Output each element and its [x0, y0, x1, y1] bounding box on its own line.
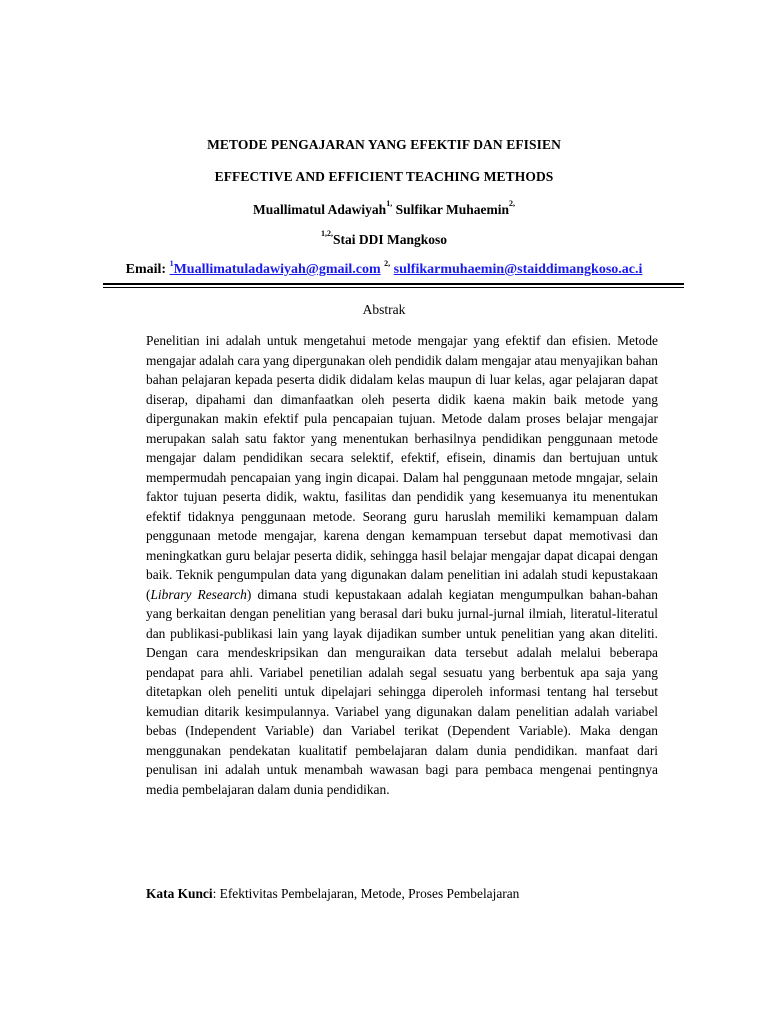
- affiliation: [0, 229, 768, 248]
- email-address-2: sulfikarmuhaemin@staiddimangkoso.ac.i: [393, 262, 643, 277]
- divider-thick: [103, 283, 684, 285]
- abstract-body: [146, 331, 658, 799]
- keywords-text: : Efektivitas Pembelajaran, Metode, Proses Pembelajaran: [212, 886, 520, 901]
- author-name: Sulfikar Muhaemin: [395, 202, 509, 217]
- email-address-1: Muallimatuladawiyah@gmail.com: [173, 262, 381, 277]
- email-superscript: 2,: [384, 259, 391, 268]
- keywords-label: Kata Kunci: [146, 886, 213, 901]
- email-link-1[interactable]: [169, 259, 381, 277]
- author-superscript: 2,: [508, 199, 515, 208]
- author-superscript: 1,: [386, 199, 393, 208]
- abstract-heading: Abstrak: [362, 302, 406, 317]
- author-name: Muallimatul Adawiyah: [253, 202, 387, 217]
- affiliation-name: Stai DDI Mangkoso: [332, 232, 448, 247]
- email-link-2[interactable]: [394, 262, 643, 277]
- author-list: [0, 199, 768, 218]
- divider-thin: [103, 287, 684, 288]
- email-line: [0, 259, 768, 278]
- affiliation-superscript: 1,2,: [320, 229, 333, 238]
- keywords: [146, 884, 658, 903]
- paper-title-english: EFFECTIVE AND EFFICIENT TEACHING METHODS: [214, 169, 554, 184]
- email-label: Email:: [125, 262, 167, 277]
- abstract-italic-text: Library Research: [150, 586, 247, 602]
- email-superscript: 1: [169, 259, 174, 268]
- abstract-text: Penelitian ini adalah untuk mengetahui metode mengajar yang efektif dan efisien. Metode mengajar adalah cara yang dipergunakan oleh pendidik dalam mengajar atau menyajikan bahan bahan pelajaran kepada peserta didik didalam kelas maupun di luar kelas, agar pelajaran dapat diserap, dipahami dan dimanfaatkan oleh peserta didik kaena makin baik metode yang dipergunakan makin efektif pula pencapaian tujuan. Metode dalam proses belajar mengajar merupakan salah satu faktor yang menentukan berhasilnya pendidikan penggunaan metode mengajar dalam pendidikan secara selektif, efektif, efisein, dinamis dan bertujuan untuk mempermudah pencapaian yang ingin dicapai. Dalam hal penggunaan metode mngajar, selain faktor tujuan peserta didik, waktu, fasilitas dan pendidik yang kesemuanya itu menentukan efektif tidaknya penggunaan metode. Seorang guru haruslah memiliki kemampuan dalam penggunaan metode mengajar, karena dengan kemampuan tersebut dapat memotivasi dan meningkatkan guru belajar peserta didik, sehingga hasil belajar mengajar dapat dicapai dengan baik. Teknik pengumpulan data yang digunakan dalam penelitian ini adalah studi kepustakaan (: [146, 333, 658, 602]
- paper-title: METODE PENGAJARAN YANG EFEKTIF DAN EFISIEN: [207, 137, 561, 152]
- abstract-text: ) dimana studi kepustakaan adalah kegiatan mengumpulkan bahan-bahan yang berkaitan dengan penelitian yang berasal dari buku jurnal-jurnal ilmiah, literatul-literatul dan publikasi-publikasi lain yang layak dijadikan sumber untuk penelitian yang akan diteliti. Dengan cara mendeskripsikan dan menguraikan data tersebut adalah melalui beberapa pendapat para ahli. Variabel penetilian adalah segal sesuatu yang berbentuk apa saja yang ditetapkan oleh peneliti untuk dipelajari sehingga diperoleh informasi tentang hal tersebut kemudian ditarik kesimpulannya. Variabel yang digunakan dalam penelitian adalah variabel bebas (Independent Variable) dan Variabel terikat (Dependent Variable). Maka dengan menggunakan pendekatan kualitatif pembelajaran dalam dunia pendidikan. manfaat dari penulisan ini adalah untuk menambah wawasan bagi para pembaca mengenai pentingnya media pembelajaran dalam dunia pendidikan.: [146, 586, 658, 797]
